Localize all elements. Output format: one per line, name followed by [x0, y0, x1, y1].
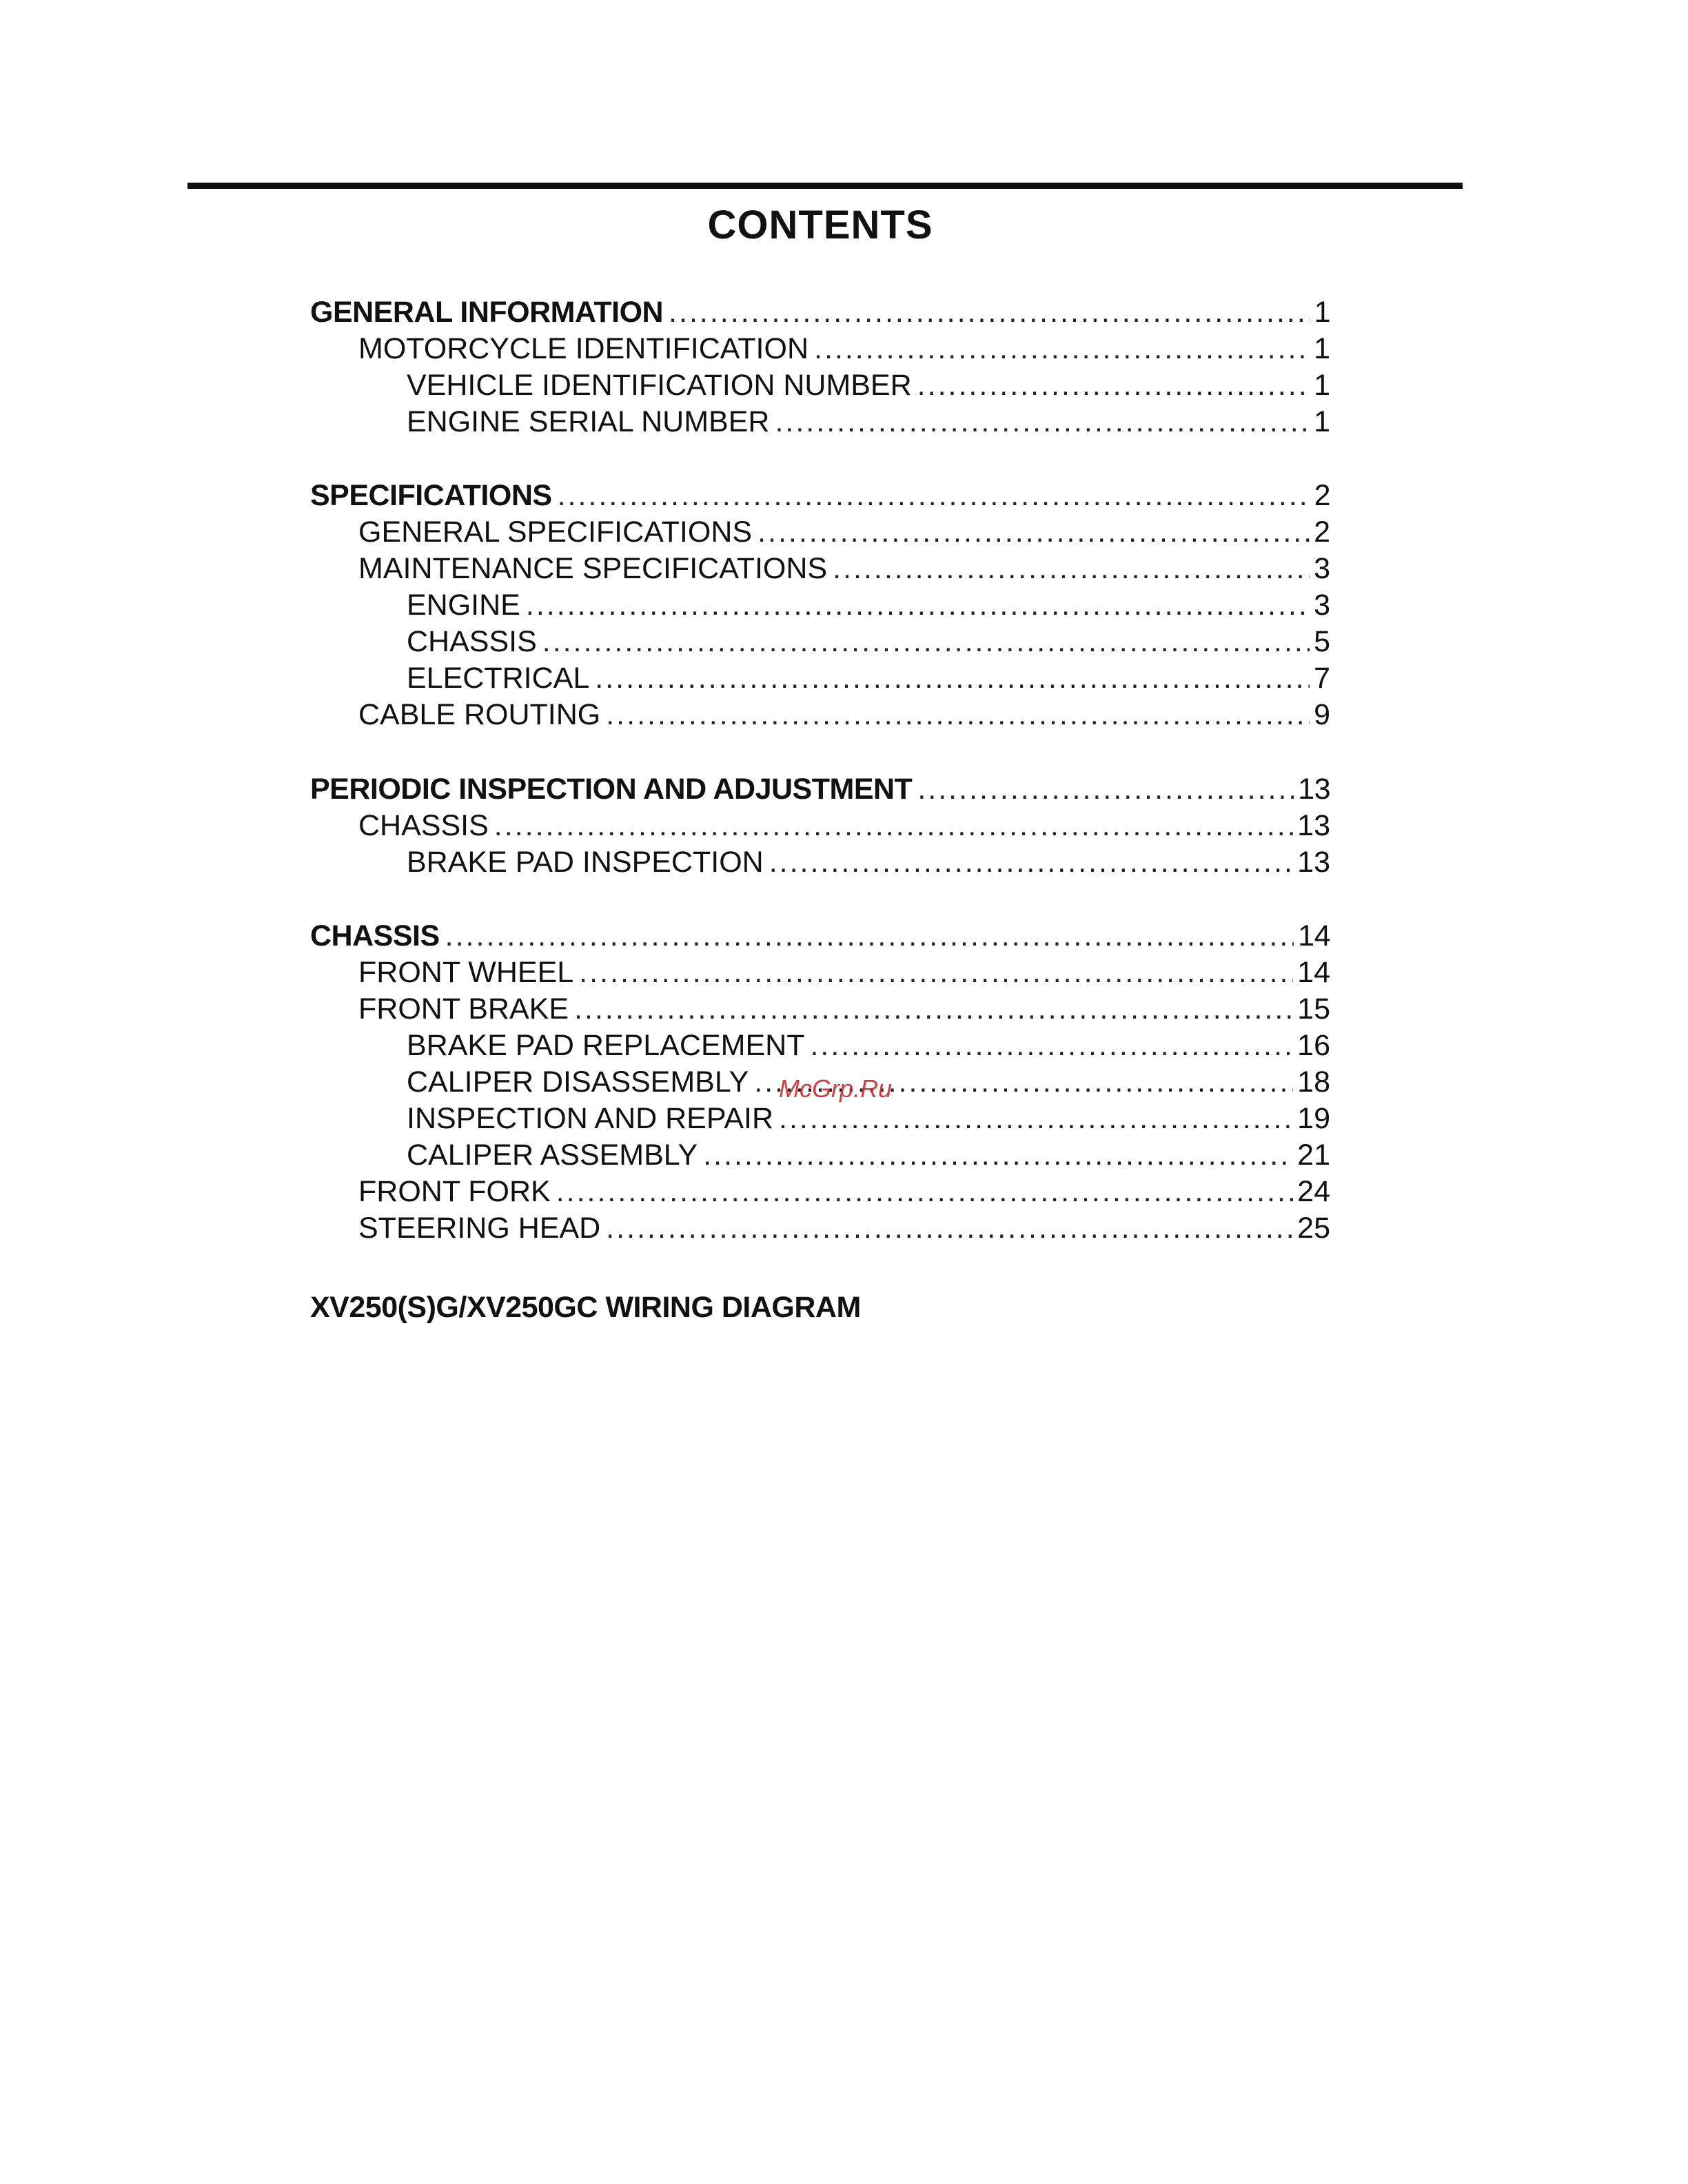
dot-leader: [595, 661, 1310, 695]
toc-entry-page: 1: [1314, 405, 1330, 438]
toc-entry-front-fork[interactable]: [358, 1174, 1330, 1209]
toc-entry-steering-head[interactable]: [358, 1211, 1330, 1245]
dot-leader: [542, 624, 1310, 659]
toc-entry-page: 24: [1297, 1175, 1330, 1208]
toc-entry-label: FRONT BRAKE: [358, 992, 569, 1025]
toc-entry-engine[interactable]: [407, 588, 1330, 622]
toc-entry-page: 1: [1314, 296, 1330, 329]
dot-leader: [606, 1211, 1293, 1245]
toc-entry-page: 21: [1297, 1139, 1330, 1172]
toc-entry-chassis[interactable]: [310, 919, 1330, 953]
dot-leader: [445, 919, 1294, 953]
dot-leader: [703, 1138, 1293, 1172]
toc-entry-label: ELECTRICAL: [407, 662, 590, 695]
toc-entry-label: ENGINE: [407, 589, 520, 622]
dot-leader: [556, 1174, 1293, 1209]
toc-entry-label: VEHICLE IDENTIFICATION NUMBER: [407, 369, 912, 402]
toc-entry-label: GENERAL INFORMATION: [310, 296, 664, 329]
toc-entry-page: 1: [1314, 332, 1330, 365]
toc-entry-label: MOTORCYCLE IDENTIFICATION: [358, 332, 809, 365]
toc-entry-brake-pad-inspection[interactable]: [407, 845, 1330, 879]
toc-entry-label: PERIODIC INSPECTION AND ADJUSTMENT: [310, 773, 913, 806]
dot-leader: [775, 405, 1310, 439]
dot-leader: [810, 1028, 1293, 1063]
toc-entry-inspection-and-repair[interactable]: [407, 1101, 1330, 1136]
toc-entry-label: SPECIFICATIONS: [310, 479, 552, 512]
dot-leader: [757, 515, 1310, 549]
toc-entry-label: BRAKE PAD INSPECTION: [407, 846, 764, 879]
toc-entry-page: 2: [1314, 516, 1330, 549]
dot-leader: [558, 478, 1310, 513]
toc-entry-label: CHASSIS: [358, 809, 489, 842]
toc-entry-page: 25: [1297, 1212, 1330, 1245]
toc-entry-general-specifications[interactable]: [358, 515, 1330, 549]
toc-entry-wiring-diagram[interactable]: XV250(S)G/XV250GC WIRING DIAGRAM: [310, 1291, 861, 1324]
toc-entry-label: CALIPER DISASSEMBLY: [407, 1065, 749, 1099]
page-title: CONTENTS: [707, 203, 933, 247]
watermark: McGrp.Ru: [779, 1074, 893, 1103]
toc-entry-label: CHASSIS: [310, 919, 440, 952]
toc-entry-page: 13: [1297, 846, 1330, 879]
toc-entry-page: 3: [1314, 589, 1330, 622]
dot-leader: [579, 955, 1293, 990]
toc-entry-label: CHASSIS: [407, 625, 537, 658]
toc-entry-label: CALIPER ASSEMBLY: [407, 1139, 698, 1172]
toc-entry-specifications[interactable]: [310, 478, 1330, 513]
top-rule: [187, 183, 1463, 189]
toc-entry-page: 13: [1297, 809, 1330, 842]
toc-entry-brake-pad-replacement[interactable]: [407, 1028, 1330, 1063]
toc-entry-page: 14: [1297, 956, 1330, 989]
toc-entry-page: 13: [1298, 773, 1330, 806]
toc-entry-vehicle-identification-number[interactable]: [407, 368, 1330, 402]
toc-entry-motorcycle-identification[interactable]: [358, 331, 1330, 366]
toc-entry-page: 9: [1314, 698, 1330, 731]
toc-entry-page: 5: [1314, 625, 1330, 658]
dot-leader: [669, 295, 1310, 329]
toc-entry-general-information[interactable]: [310, 295, 1330, 329]
toc-entry-page: 15: [1297, 992, 1330, 1025]
dot-leader: [917, 772, 1294, 806]
toc-entry-label: BRAKE PAD REPLACEMENT: [407, 1029, 805, 1062]
toc-entry-label: CABLE ROUTING: [358, 698, 601, 731]
dot-leader: [814, 331, 1310, 366]
toc-entry-label: MAINTENANCE SPECIFICATIONS: [358, 552, 828, 585]
toc-entry-label: ENGINE SERIAL NUMBER: [407, 405, 770, 438]
toc-entry-cable-routing[interactable]: [358, 697, 1330, 732]
toc-entry-label: GENERAL SPECIFICATIONS: [358, 516, 753, 549]
toc-entry-label: STEERING HEAD: [358, 1212, 601, 1245]
toc-entry-page: 18: [1297, 1065, 1330, 1099]
toc-entry-page: 2: [1314, 479, 1330, 512]
toc-entry-page: 14: [1298, 919, 1330, 952]
toc-entry-page: 16: [1297, 1029, 1330, 1062]
toc-entry-label: INSPECTION AND REPAIR: [407, 1102, 774, 1135]
toc-entry-front-wheel[interactable]: [358, 955, 1330, 990]
toc-entry-page: 19: [1297, 1102, 1330, 1135]
dot-leader: [833, 551, 1310, 586]
dot-leader: [917, 368, 1310, 402]
dot-leader: [574, 992, 1293, 1026]
dot-leader: [526, 588, 1310, 622]
toc-entry-periodic-inspection[interactable]: [310, 772, 1330, 806]
toc-entry-page: 1: [1314, 369, 1330, 402]
toc-entry-chassis-periodic[interactable]: [358, 808, 1330, 843]
dot-leader: [769, 845, 1293, 879]
dot-leader: [494, 808, 1293, 843]
toc-entry-page: 3: [1314, 552, 1330, 585]
toc-entry-electrical[interactable]: [407, 661, 1330, 695]
toc-entry-label: FRONT FORK: [358, 1175, 551, 1208]
dot-leader: [606, 697, 1310, 732]
toc-entry-caliper-assembly[interactable]: [407, 1138, 1330, 1172]
toc-entry-label: FRONT WHEEL: [358, 956, 574, 989]
toc-entry-chassis-spec[interactable]: [407, 624, 1330, 659]
toc-entry-front-brake[interactable]: [358, 992, 1330, 1026]
toc-entry-engine-serial-number[interactable]: [407, 405, 1330, 439]
toc-entry-page: 7: [1314, 662, 1330, 695]
toc-entry-maintenance-specifications[interactable]: [358, 551, 1330, 586]
dot-leader: [779, 1101, 1293, 1136]
